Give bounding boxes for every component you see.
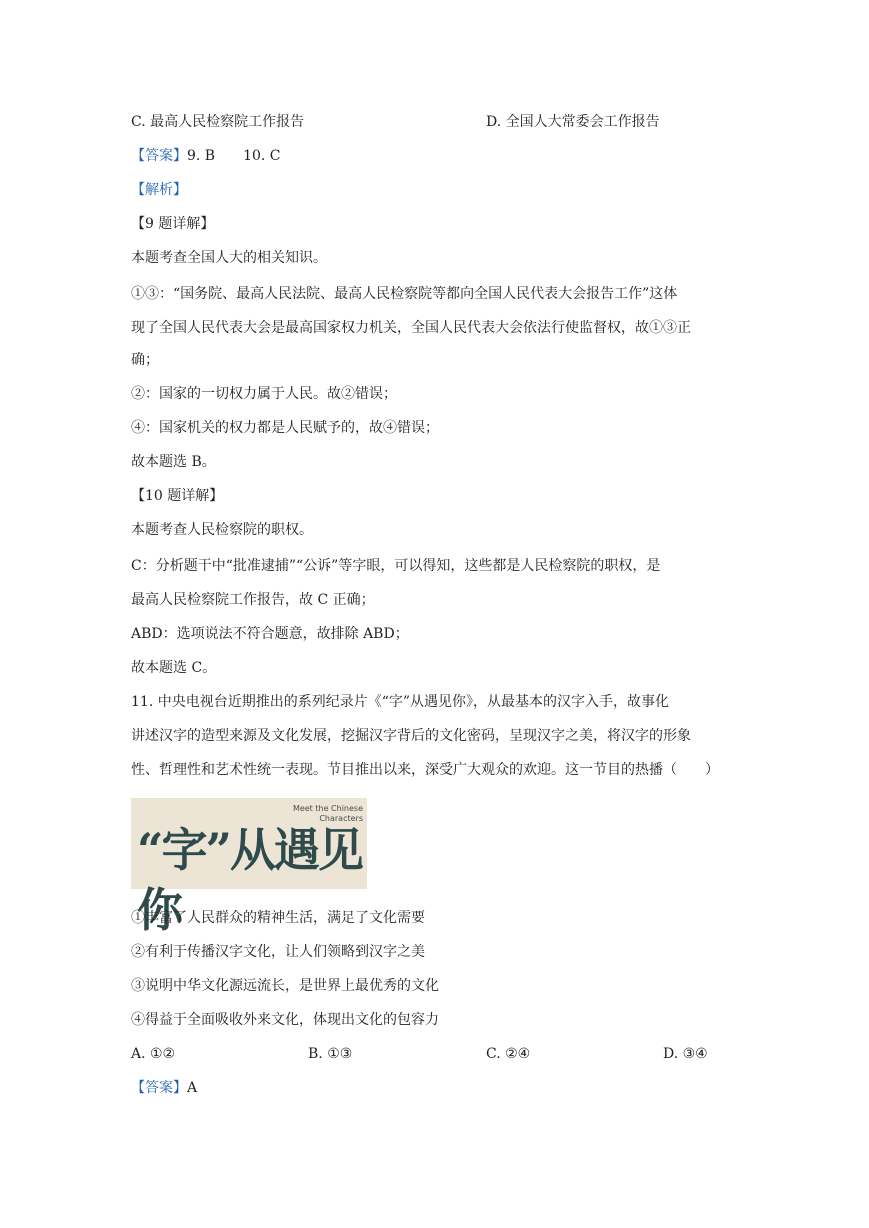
q10-line: 故本题选 C。 (131, 660, 217, 676)
q10-header: 【10 题详解】 (131, 488, 224, 504)
q11-option-c: C. ②④ (486, 1046, 531, 1062)
answer-text: A (187, 1080, 198, 1096)
q11-statement: ②有利于传播汉字文化，让人们领略到汉字之美 (131, 944, 425, 960)
answer-text: 9. B 10. C (187, 148, 281, 164)
answer-line-2 (131, 1078, 197, 1098)
q11-stem-line: 讲述汉字的造型来源及文化发展，挖掘汉字背后的文化密码，呈现汉字之美，将汉字的形象 (131, 728, 691, 744)
q11-statement: ③说明中华文化源远流长，是世界上最优秀的文化 (131, 978, 439, 994)
q10-line: 本题考查人民检察院的职权。 (131, 522, 313, 538)
banner-english-title: Meet the Chinese Characters (292, 804, 363, 823)
q11-stem-line: 11. 中央电视台近期推出的系列纪录片《“字”从遇见你》，从最基本的汉字入手，故事化 (131, 694, 670, 710)
q9-line: 确； (131, 352, 159, 368)
q11-statement: ④得益于全面吸收外来文化，体现出文化的包容力 (131, 1012, 439, 1028)
q10-line: C：分析题干中“批准逮捕”“公诉”等字眼，可以得知，这些都是人民检察院的职权，是 (131, 558, 661, 574)
q11-statement: ①丰富了人民群众的精神生活，满足了文化需要 (131, 910, 425, 926)
answer-tag: 【答案】 (131, 1080, 187, 1096)
answer-line-1 (131, 146, 281, 166)
q9-line: ②：国家的一切权力属于人民。故②错误； (131, 386, 397, 402)
q11-option-a: A. ①② (131, 1046, 176, 1062)
analysis-tag: 【解析】 (131, 182, 187, 198)
q11-stem-line: 性、哲理性和艺术性统一表现。节目推出以来，深受广大观众的欢迎。这一节目的热播（ ） (131, 762, 719, 778)
q10-line: 最高人民检察院工作报告，故 C 正确； (131, 592, 375, 608)
q9-line: 本题考查全国人大的相关知识。 (131, 250, 327, 266)
q9-line: 现了全国人民代表大会是最高国家权力机关，全国人民代表大会依法行使监督权，故①③正 (131, 320, 691, 336)
q11-option-b: B. ①③ (308, 1046, 353, 1062)
option-d-prev: D. 全国人大常委会工作报告 (486, 114, 660, 130)
q9-line: 故本题选 B。 (131, 454, 216, 470)
q11-option-d: D. ③④ (663, 1046, 708, 1062)
q10-line: ABD：选项说法不符合题意，故排除 ABD； (131, 626, 409, 642)
q9-line: ①③：“国务院、最高人民法院、最高人民检察院等都向全国人民代表大会报告工作”这体 (131, 286, 678, 302)
q9-line: ④：国家机关的权力都是人民赋予的，故④错误； (131, 420, 439, 436)
option-c-prev: C. 最高人民检察院工作报告 (131, 114, 305, 130)
q9-header: 【9 题详解】 (131, 216, 215, 232)
banner-chinese-title: “字”从遇见你 (137, 823, 362, 937)
answer-tag: 【答案】 (131, 148, 187, 164)
